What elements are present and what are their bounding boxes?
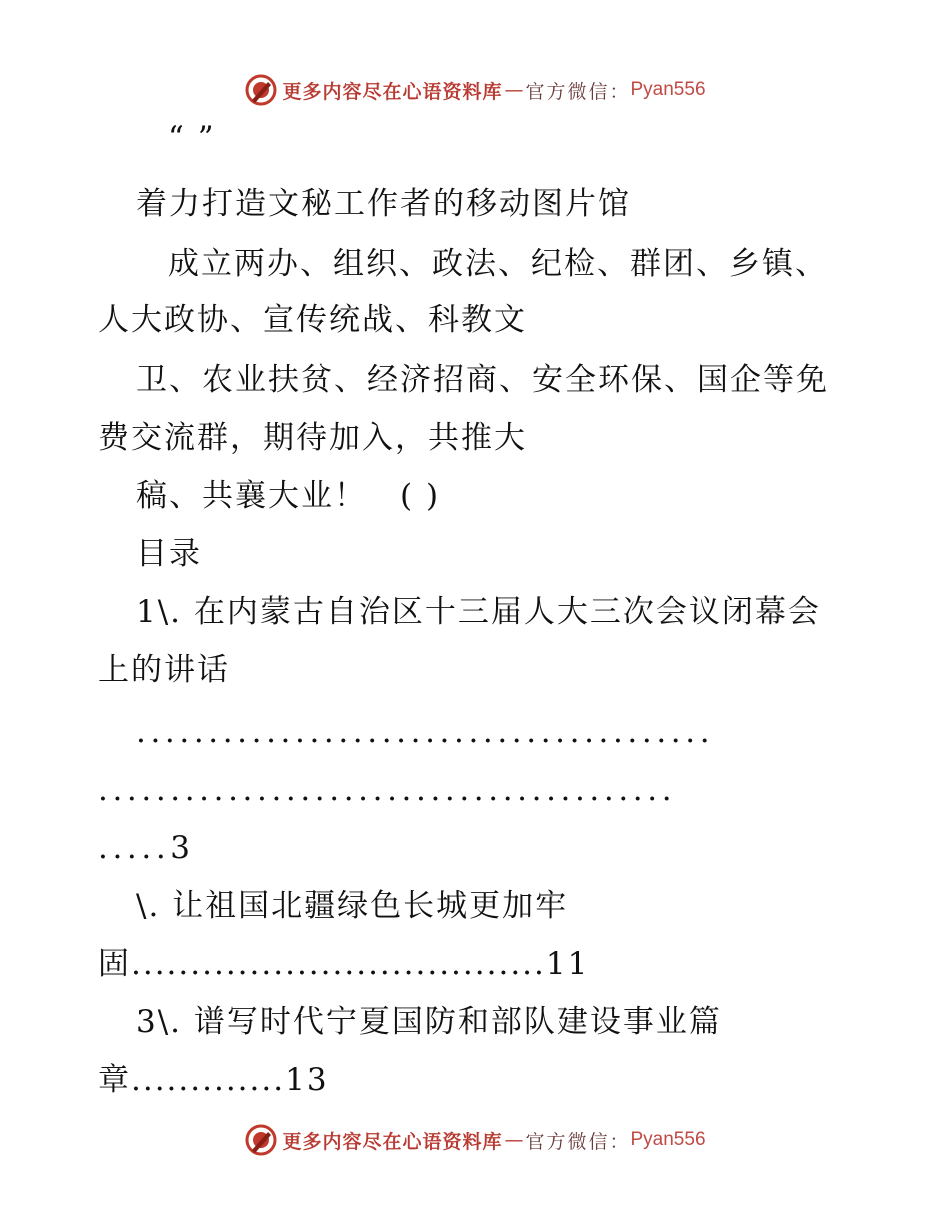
watermark-dash: — bbox=[504, 79, 524, 101]
watermark-header bbox=[0, 70, 950, 110]
watermark-dash: — bbox=[504, 1129, 524, 1151]
pen-logo-icon bbox=[244, 1123, 278, 1157]
watermark-handle: Pyan556 bbox=[630, 79, 706, 100]
intro-line-3: 卫、农业扶贫、经济招商、安全环保、国企等免 bbox=[136, 362, 829, 398]
toc-entry-1-page: .....3 bbox=[98, 830, 195, 866]
pen-logo-icon bbox=[244, 73, 278, 107]
intro-line-5: 稿、共襄大业！ ( ) bbox=[136, 478, 441, 514]
watermark-brand: 更多内容尽在心语资料库 bbox=[282, 80, 503, 103]
toc-entry-1-leader-1: ........................................ bbox=[136, 714, 715, 750]
toc-entry-3-title[interactable]: 3\. 谱写时代宁夏国防和部队建设事业篇 bbox=[136, 1004, 722, 1040]
intro-line-1: 成立两办、组织、政法、纪检、群团、乡镇、 bbox=[168, 246, 828, 282]
quote-marks: “ ” bbox=[168, 120, 216, 156]
intro-line-2: 人大政协、宣传统战、科教文 bbox=[98, 302, 527, 338]
watermark-brand: 更多内容尽在心语资料库 bbox=[282, 1130, 503, 1153]
watermark-official: 官方微信： bbox=[525, 1130, 631, 1153]
toc-entry-2-title[interactable]: \. 让祖国北疆绿色长城更加牢 bbox=[136, 888, 569, 924]
toc-entry-2-title-cont[interactable]: 固...................................11 bbox=[98, 946, 590, 982]
page-heading: 着力打造文秘工作者的移动图片馆 bbox=[136, 186, 631, 222]
watermark-handle: Pyan556 bbox=[630, 1129, 706, 1150]
toc-entry-1-title-cont[interactable]: 上的讲话 bbox=[98, 652, 230, 688]
toc-entry-1-title[interactable]: 1\. 在内蒙古自治区十三届人大三次会议闭幕会 bbox=[136, 594, 821, 630]
toc-entry-3-title-cont[interactable]: 章.............13 bbox=[98, 1062, 329, 1098]
watermark-official: 官方微信： bbox=[525, 80, 631, 103]
toc-entry-1-leader-2: ........................................ bbox=[98, 772, 677, 808]
toc-title: 目录 bbox=[136, 536, 202, 572]
intro-line-4: 费交流群，期待加入，共推大 bbox=[98, 420, 527, 456]
watermark-footer bbox=[0, 1120, 950, 1160]
